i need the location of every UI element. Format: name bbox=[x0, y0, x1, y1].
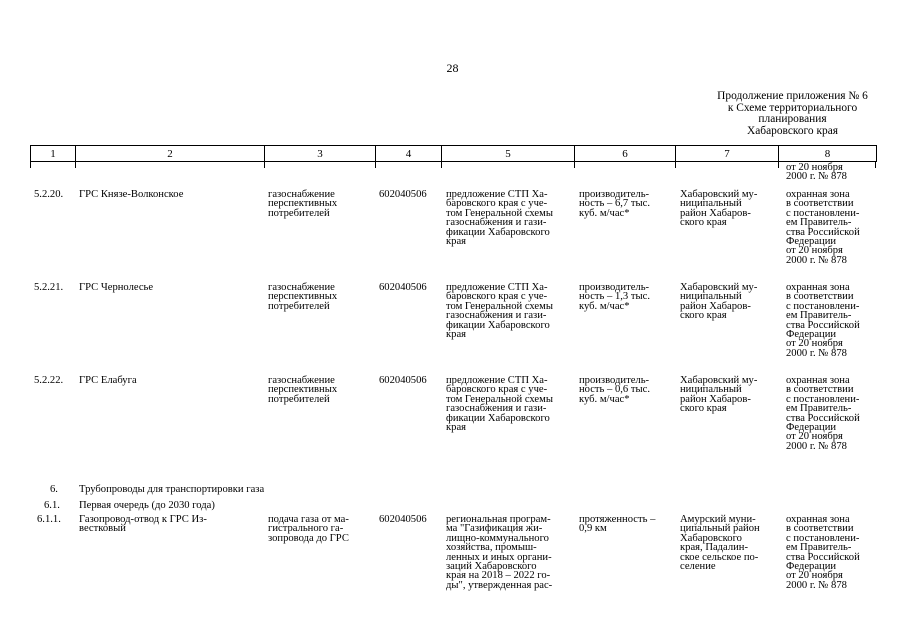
object-code: 602040506 bbox=[379, 189, 427, 200]
basis-text: предложение СТП Ха- баровского края с уче- том Генеральной схемы газоснабжения и гази- фикации Хабаровского края bbox=[446, 189, 553, 248]
column-number: 7 bbox=[676, 146, 779, 162]
carry-over-text: от 20 ноября 2000 г. № 878 bbox=[786, 162, 847, 183]
protection-zone-text: охранная зона в соответствии с постановлени- ем Правитель- ства Российской Федерации от 20 ноября 2000 г. № 878 bbox=[786, 375, 860, 452]
page-number: 28 bbox=[446, 61, 459, 75]
column-number: 2 bbox=[76, 146, 265, 162]
object-name: ГРС Чернолесье bbox=[79, 282, 154, 293]
object-code: 602040506 bbox=[379, 375, 427, 386]
object-purpose: газоснабжение перспективных потребителей bbox=[268, 375, 338, 405]
section-title: Трубопроводы для транспортировки газа bbox=[79, 484, 265, 495]
subsection-title: Первая очередь (до 2030 года) bbox=[79, 500, 215, 511]
parameters-text: протяженность – 0,9 км bbox=[579, 514, 656, 535]
appendix-line: Хабаровского края bbox=[747, 124, 838, 137]
column-number: 3 bbox=[265, 146, 376, 162]
column-number: 5 bbox=[442, 146, 575, 162]
section-number: 6. bbox=[50, 484, 58, 495]
appendix-line: планирования bbox=[758, 113, 827, 126]
object-purpose: газоснабжение перспективных потребителей bbox=[268, 282, 338, 312]
appendix-line: к Схеме территориального bbox=[727, 101, 858, 114]
location-text: Хабаровский му- ниципальный район Хабаров- ского края bbox=[680, 282, 758, 322]
basis-text: предложение СТП Ха- баровского края с уче- том Генеральной схемы газоснабжения и гази- фикации Хабаровского края bbox=[446, 282, 553, 341]
row-number: 5.2.21. bbox=[34, 282, 64, 293]
object-purpose: газоснабжение перспективных потребителей bbox=[268, 189, 338, 219]
column-number: 4 bbox=[376, 146, 442, 162]
protection-zone-text: охранная зона в соответствии с постановлени- ем Правитель- ства Российской Федерации от 20 ноября 2000 г. № 878 bbox=[786, 282, 860, 359]
parameters-text: производитель- ность – 1,3 тыс. куб. м/час* bbox=[579, 282, 650, 312]
parameters-text: производитель- ность – 6,7 тыс. куб. м/час* bbox=[579, 189, 650, 219]
basis-text: предложение СТП Ха- баровского края с уче- том Генеральной схемы газоснабжения и гази- фикации Хабаровского края bbox=[446, 375, 553, 434]
column-number: 8 bbox=[779, 146, 877, 162]
subsection-number: 6.1. bbox=[44, 500, 60, 511]
object-name: ГРС Князе-Волконское bbox=[79, 189, 184, 200]
column-divider bbox=[441, 162, 442, 168]
column-divider bbox=[30, 162, 31, 168]
location-text: Хабаровский му- ниципальный район Хабаров- ского края bbox=[680, 189, 758, 229]
column-divider bbox=[574, 162, 575, 168]
column-divider bbox=[75, 162, 76, 168]
object-code: 602040506 bbox=[379, 282, 427, 293]
parameters-text: производитель- ность – 0,6 тыс. куб. м/час* bbox=[579, 375, 650, 405]
appendix-header bbox=[690, 91, 895, 137]
protection-zone-text: охранная зона в соответствии с постановлени- ем Правитель- ства Российской Федерации от 20 ноября 2000 г. № 878 bbox=[786, 514, 860, 591]
object-name: Газопровод-отвод к ГРС Из- вестковый bbox=[79, 514, 207, 535]
object-purpose: подача газа от ма- гистрального га- зопровода до ГРС bbox=[268, 514, 349, 544]
row-number: 5.2.20. bbox=[34, 189, 64, 200]
basis-text: региональная програм- ма "Газификация жи- лищно-коммунального хозяйства, промыш- ленных и иных органи- заций Хабаровского края на 2018 – 2022 го- ды", утвержденная рас- bbox=[446, 514, 553, 591]
location-text: Амурский муни- ципальный район Хабаровского края, Падалин- ское сельское по- селение bbox=[680, 514, 760, 573]
column-divider bbox=[675, 162, 676, 168]
column-number: 1 bbox=[31, 146, 76, 162]
protection-zone-text: охранная зона в соответствии с постановлени- ем Правитель- ства Российской Федерации от 20 ноября 2000 г. № 878 bbox=[786, 189, 860, 266]
column-divider bbox=[778, 162, 779, 168]
column-divider bbox=[375, 162, 376, 168]
row-number: 6.1.1. bbox=[37, 514, 61, 525]
column-divider bbox=[875, 162, 876, 168]
row-number: 5.2.22. bbox=[34, 375, 64, 386]
appendix-line: Продолжение приложения № 6 bbox=[717, 90, 868, 102]
location-text: Хабаровский му- ниципальный район Хабаров- ского края bbox=[680, 375, 758, 415]
column-number-header bbox=[30, 145, 877, 162]
object-code: 602040506 bbox=[379, 514, 427, 525]
column-number: 6 bbox=[575, 146, 676, 162]
object-name: ГРС Елабуга bbox=[79, 375, 137, 386]
column-divider bbox=[264, 162, 265, 168]
